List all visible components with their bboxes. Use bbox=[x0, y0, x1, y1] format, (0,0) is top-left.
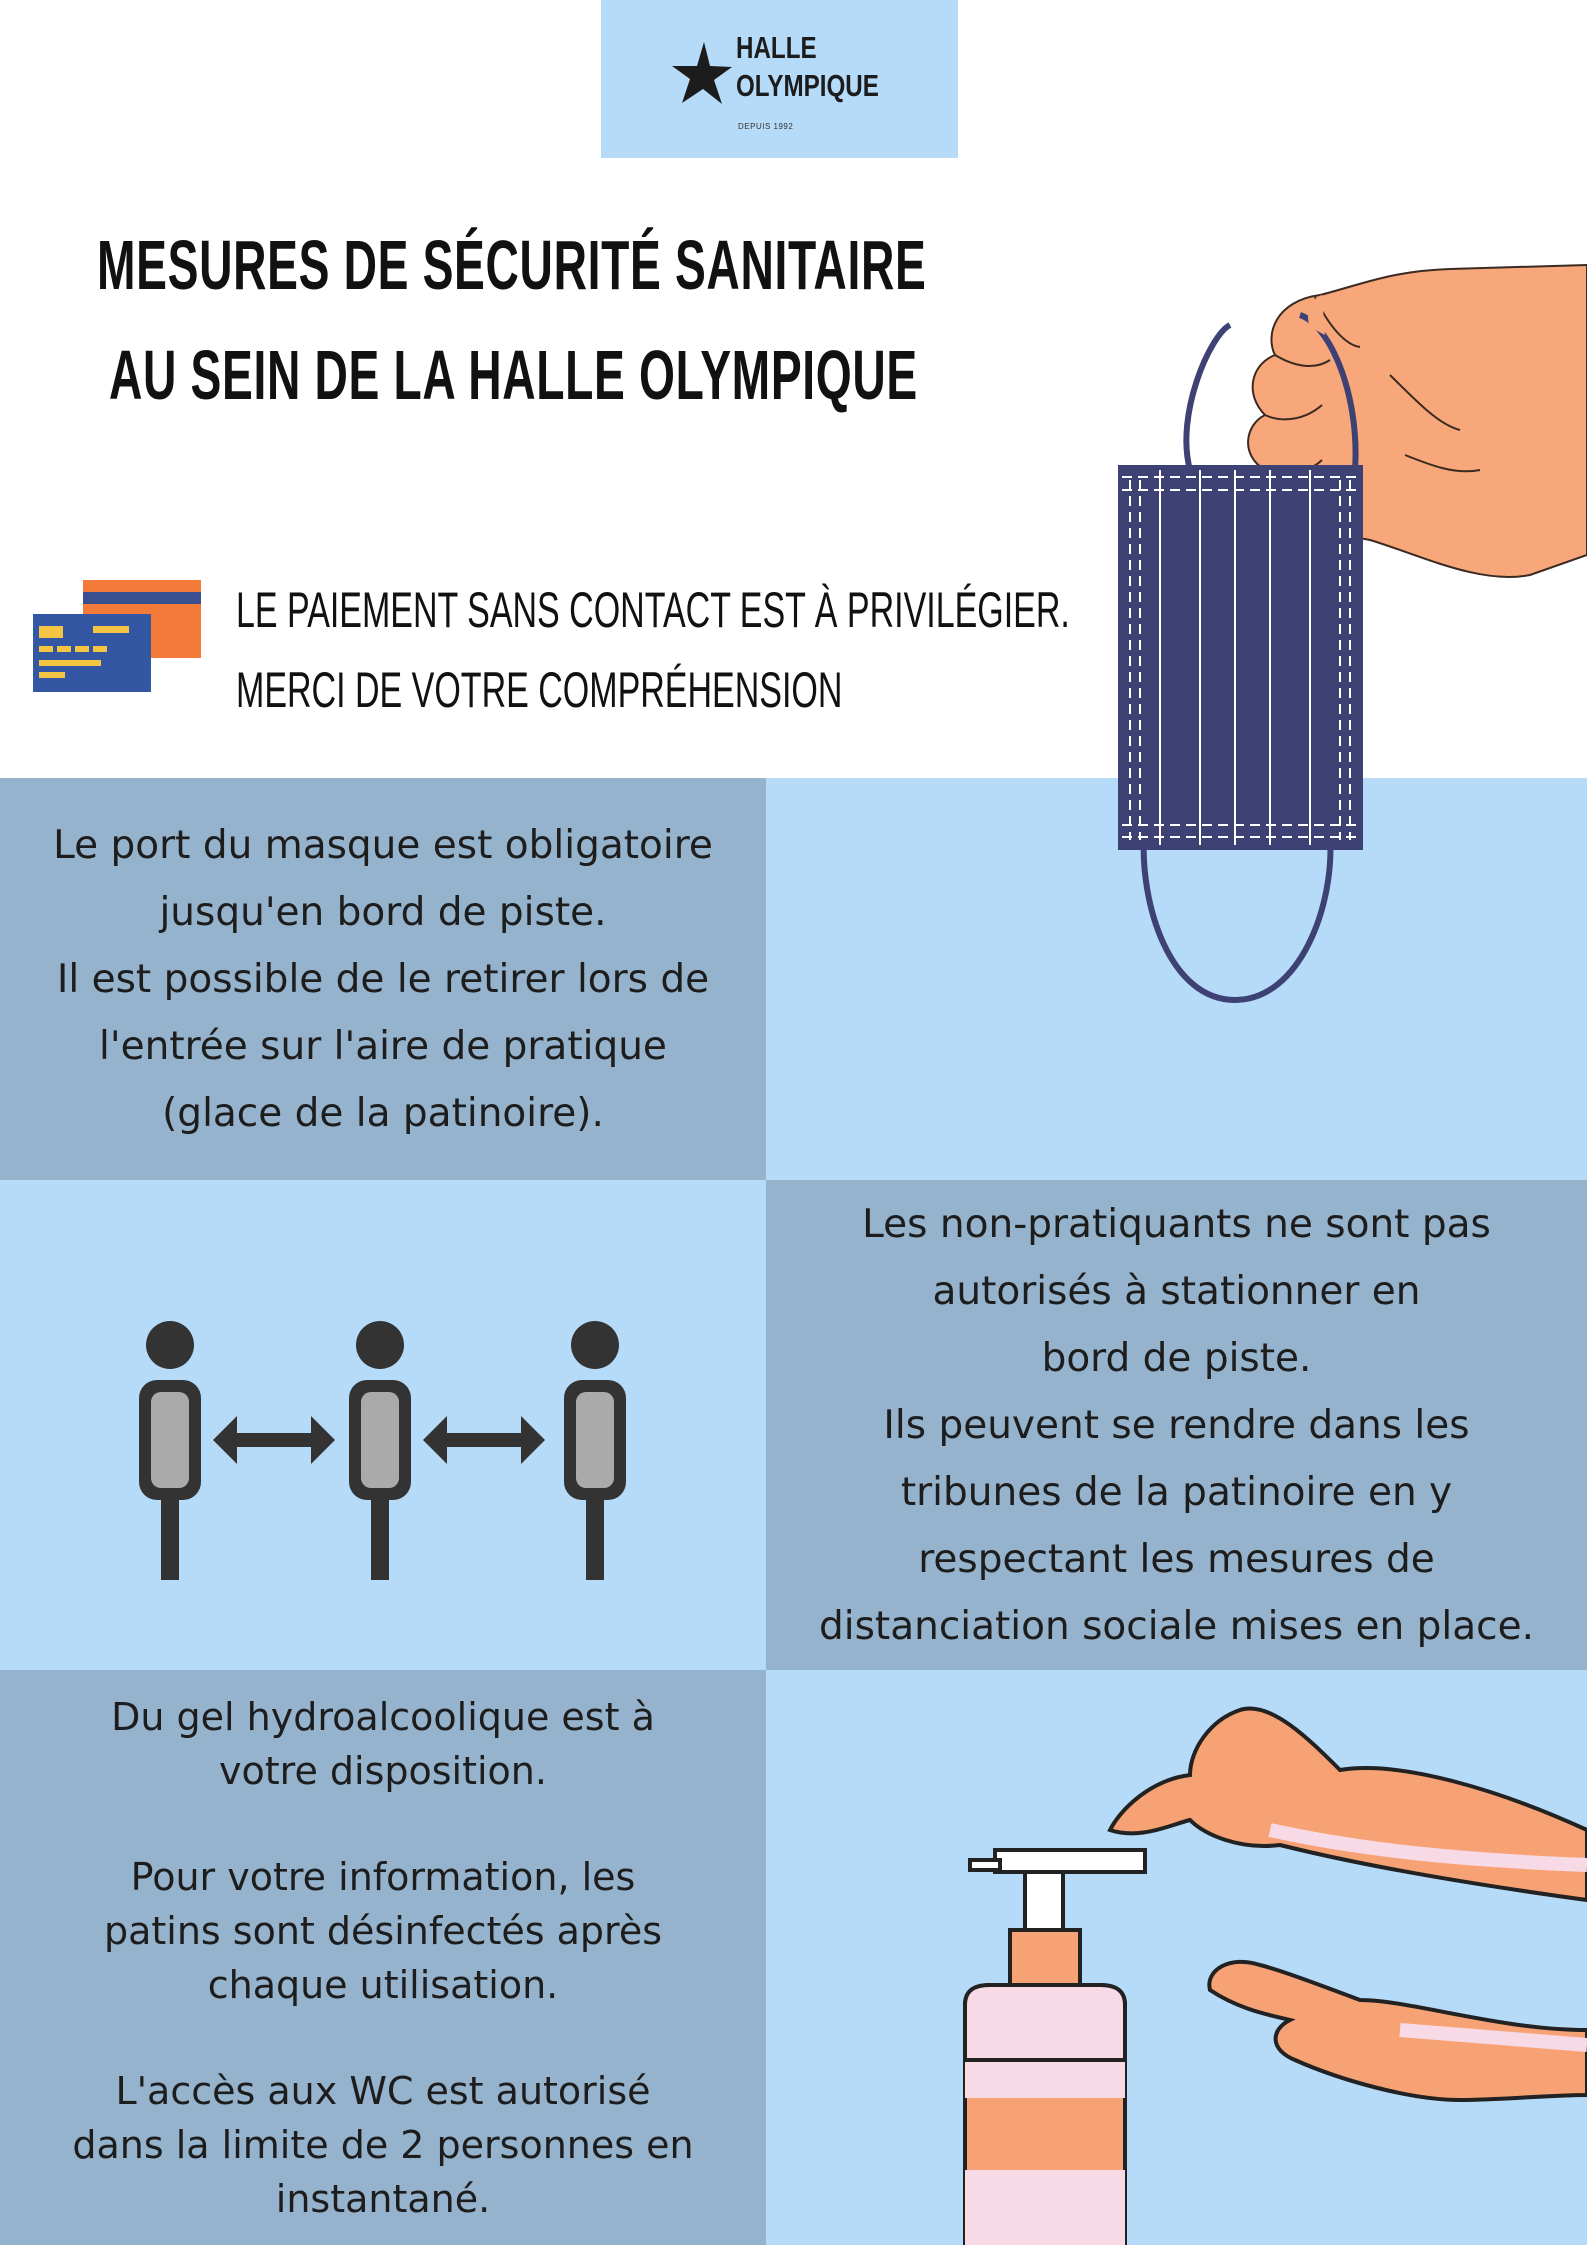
double-arrow-icon bbox=[213, 1416, 335, 1464]
distancing-notice-line: autorisés à stationner en bbox=[932, 1268, 1421, 1314]
page-title-line1: MESURES DE SÉCURITÉ SANITAIRE bbox=[97, 226, 927, 304]
hygiene-notice-line: chaque utilisation. bbox=[207, 1962, 559, 2007]
double-arrow-icon bbox=[423, 1416, 545, 1464]
hygiene-notice-line: patins sont désinfectés après bbox=[103, 1908, 663, 1953]
distancing-notice-line: respectant les mesures de bbox=[918, 1536, 1435, 1582]
hygiene-notice-line: Du gel hydroalcoolique est à bbox=[111, 1694, 655, 1739]
mask-notice-line: Le port du masque est obligatoire bbox=[53, 822, 713, 868]
credit-cards-icon bbox=[31, 578, 203, 694]
hand-sanitizer-illustration bbox=[940, 1700, 1587, 2245]
distancing-notice-panel bbox=[766, 1180, 1587, 1670]
hygiene-notice-line: dans la limite de 2 personnes en bbox=[72, 2122, 694, 2167]
mask-notice-panel bbox=[0, 778, 766, 1180]
logo-text-line2: OLYMPIQUE bbox=[736, 68, 879, 103]
page-title-line2: AU SEIN DE LA HALLE OLYMPIQUE bbox=[109, 336, 918, 414]
hand-holding-mask-illustration bbox=[1060, 255, 1587, 1005]
distancing-notice-line: distanciation sociale mises en place. bbox=[819, 1603, 1534, 1649]
payment-notice-line2: MERCI DE VOTRE COMPRÉHENSION bbox=[236, 662, 843, 718]
person-icon bbox=[564, 1321, 626, 1580]
distancing-notice-line: Ils peuvent se rendre dans les bbox=[883, 1402, 1470, 1448]
hygiene-notice-panel bbox=[0, 1670, 766, 2245]
logo-since: DEPUIS 1992 bbox=[738, 122, 794, 131]
distancing-notice-line: tribunes de la patinoire en y bbox=[900, 1469, 1453, 1515]
distancing-notice-line: Les non-pratiquants ne sont pas bbox=[862, 1201, 1491, 1247]
mask-notice-line: Il est possible de le retirer lors de bbox=[56, 956, 710, 1002]
social-distancing-icon bbox=[125, 1300, 645, 1580]
hygiene-notice-line: votre disposition. bbox=[219, 1748, 547, 1793]
person-icon bbox=[349, 1321, 411, 1580]
payment-notice-line1: LE PAIEMENT SANS CONTACT EST À PRIVILÉGIER. bbox=[236, 582, 1070, 638]
person-icon bbox=[139, 1321, 201, 1580]
mask-notice-line: l'entrée sur l'aire de pratique bbox=[99, 1023, 667, 1069]
hygiene-notice-line: L'accès aux WC est autorisé bbox=[115, 2068, 651, 2113]
mask-notice-line: (glace de la patinoire). bbox=[162, 1090, 604, 1136]
star-icon bbox=[670, 40, 732, 106]
hygiene-notice-line: instantané. bbox=[275, 2176, 491, 2221]
hygiene-notice-line: Pour votre information, les bbox=[130, 1854, 636, 1899]
logo-text-line1: HALLE bbox=[736, 30, 817, 65]
mask-notice-line: jusqu'en bord de piste. bbox=[159, 889, 607, 935]
distancing-notice-line: bord de piste. bbox=[1041, 1335, 1312, 1381]
